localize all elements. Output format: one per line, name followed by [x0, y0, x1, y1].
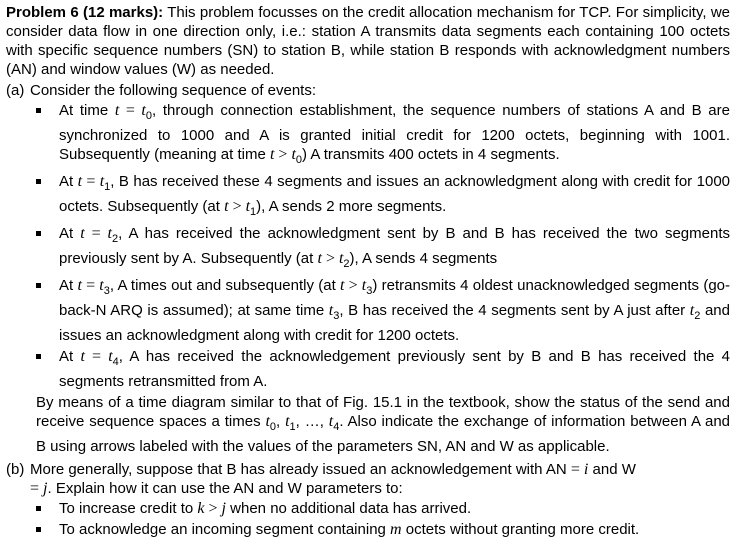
bullet-icon — [36, 231, 41, 236]
event-item-t2: At $t = t_2$, A has received the acknowledgment sent by B and B has received the two segments previously sent by A. Subsequently (at $t > t_2$), A sends 4 segments — [36, 224, 730, 274]
problem-intro — [6, 3, 730, 79]
part-a-lead: (a) Consider the following sequence of events: — [6, 82, 317, 99]
bullet-icon — [36, 179, 41, 184]
bullet-icon — [36, 283, 41, 288]
task-item-acknowledge: To acknowledge an incoming segment containing m octets without granting more credit. — [36, 520, 730, 539]
part-b-label: (b) — [6, 461, 25, 478]
part-a-label: (a) — [6, 82, 25, 99]
event-item-t4: At $t = t_4$, A has received the acknowledgement previously sent by B and B has received the 4 segments retransmitted from A. — [36, 347, 730, 391]
part-b-task-list — [6, 499, 730, 539]
part-b-line-1: (b) More generally, suppose that B has already issued an acknowledgement with AN = i and W — [6, 461, 636, 478]
bullet-icon — [36, 506, 41, 511]
part-a — [6, 81, 730, 456]
event-item-t0: At time $t = t_0$, through connection establishment, the sequence numbers of stations A and B are synchronized to 1000 and A is granted initial credit for 1200 octets, beginning with 1001. Subsequently (meaning at time $t > t_0$) A transmits 400 octets in 4 segments. — [36, 101, 730, 170]
bullet-icon — [36, 354, 41, 359]
part-b-line-2: = j. Explain how it can use the AN and W parameters to: — [30, 480, 403, 497]
problem-intro-text: This problem focusses on the credit allocation mechanism for TCP. For simplicity, we consider data flow in one direction only, i.e.: station A transmits data segments each containing 100 octets with specific sequence numbers (SN) to station B, while station B responds with acknowledgment numbers (AN) and window values (W) as needed. — [6, 4, 730, 78]
task-item-increase-credit: To increase credit to k > j when no additional data has arrived. — [36, 499, 730, 518]
problem-title: Problem 6 (12 marks): — [6, 4, 164, 21]
part-a-instructions: By means of a time diagram similar to that of Fig. 15.1 in the textbook, show the status of the send and receive sequence spaces a times $t_0$, $t_1$, …, $t_4$. Also indicate the exchange of information between A and B using arrows labeled with the values of the parameters SN, AN and W as applicable. — [36, 394, 731, 455]
event-item-t3: At $t = t_3$, A times out and subsequently (at $t > t_3$) retransmits 4 oldest unacknowledged segments (go-back-N ARQ is assumed); at same time $t_3$, B has received the 4 segments sent by A just after $t_2$ and issues an acknowledgment along with credit for 1200 octets. — [36, 276, 730, 345]
part-a-event-list — [6, 101, 730, 391]
bullet-icon — [36, 527, 41, 532]
bullet-icon — [36, 108, 41, 113]
part-b — [6, 460, 730, 539]
event-item-t1: At $t = t_1$, B has received these 4 segments and issues an acknowledgment along with credit for 1000 octets. Subsequently (at $t > t_1$), A sends 2 more segments. — [36, 172, 730, 222]
